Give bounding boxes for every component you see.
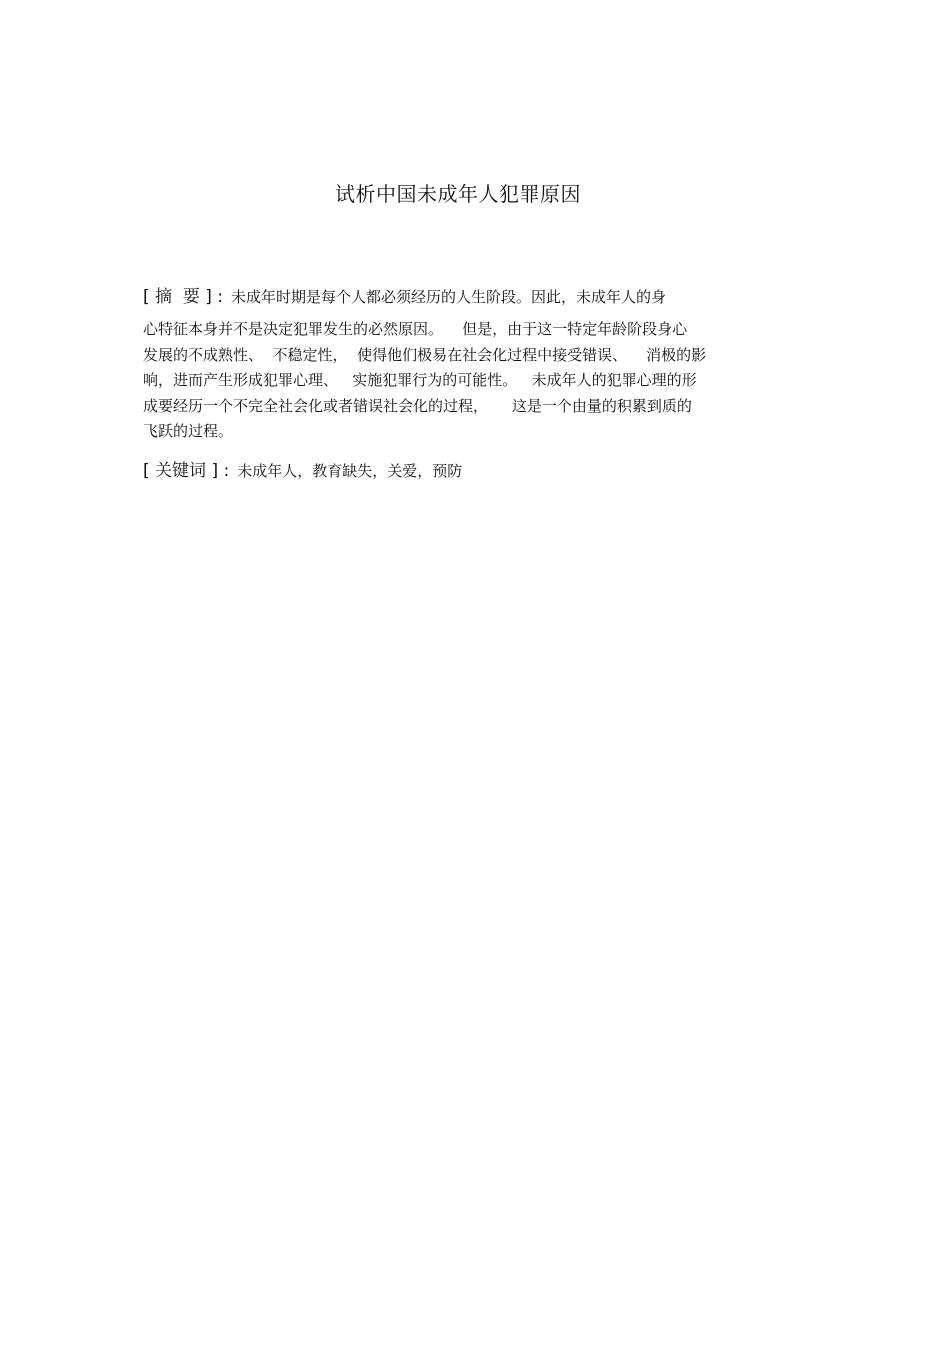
keywords-label: [ 关键词 ] :	[143, 461, 230, 481]
abstract-line-6: 飞跃的过程。	[143, 422, 234, 440]
abstract-line-1: 未成年时期是每个人都必须经历的人生阶段。因此，未成年人的身	[231, 288, 667, 306]
abstract-line-2: 心特征本身并不是决定犯罪发生的必然原因。 但是，由于这一特定年龄阶段身心	[143, 320, 688, 338]
keywords-text: 未成年人，教育缺失，关爱，预防	[237, 462, 463, 480]
abstract-first-line	[143, 282, 666, 307]
abstract-line-3: 发展的不成熟性、 不稳定性， 使得他们极易在社会化过程中接受错误、 消极的影	[143, 345, 707, 364]
abstract-label: [ 摘 要 ] :	[143, 287, 224, 307]
abstract-body	[143, 317, 811, 445]
abstract-line-4: 响，进而产生形成犯罪心理、 实施犯罪行为的可能性。 未成年人的犯罪心理的形	[143, 371, 697, 389]
document-title: 试析中国未成年人犯罪原因	[335, 182, 581, 206]
abstract-line-5: 成要经历一个不完全社会化或者错误社会化的过程， 这是一个由量的积累到质的	[143, 396, 692, 415]
keywords-line	[143, 456, 462, 481]
